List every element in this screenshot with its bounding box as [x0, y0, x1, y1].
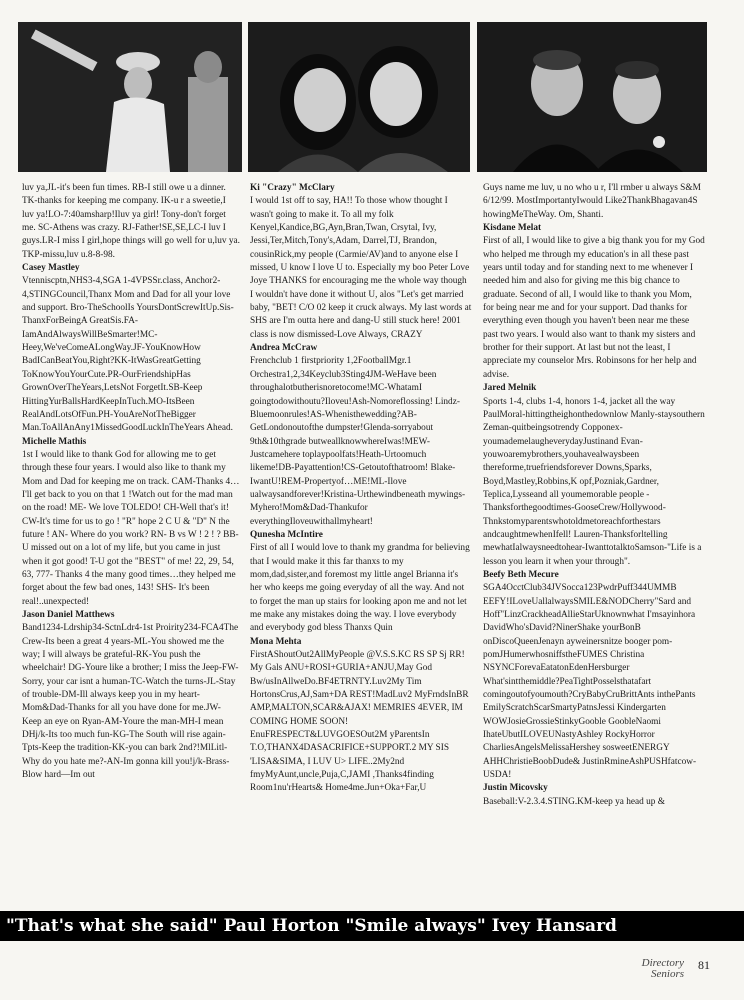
senior-entry: [250, 529, 472, 636]
senior-entry: [22, 436, 240, 609]
text-column-3: [483, 182, 708, 882]
entry-text: FirstAShoutOut2AllMyPeople @V.S.S.KC RS SP Sj RR! My Gals ANU+ROSI+GURIA+ANJU,May God Bw/usInAllweDo.BF4ETRNTY.Luv2My Tim HortonsCrus,AJ,Sam+DA REST!MadLuv2 MyFrndsInBR AMP,MALTON,SCAR&AJAX! MEMRIES 4EVER, IM COMING HOME SOON! EnuFRESPECT&LUVGOESOut2M yParentsIn T.O,THANX4DASACRIFICE+SUPPORT.2 MY SIS 'LISA&SIMA, I LUV U> LIFE..2My2nd fmyMyAunt,uncle,Puja,C,JAMI ,Thanks4finding Room1nu'rHearts& Home4me.Jun+Oka+Far,U: [250, 650, 471, 794]
entry-text: Baseball:V-2.3.4.STING.KM-keep ya head up &: [483, 796, 665, 807]
text-column-1: [22, 182, 243, 882]
entry-text: Band1234-Ldrship34-SctnLdr4-1st Proirity234-FCA4The Crew-Its been a great 4 years-ML-You showed me the way; I will always be grateful-RK-You push the wheelchair! DG-Youre like a brother; I miss the Jeep-FW-Sorry, your car isnt a human-TC-Watch the turns-JL-Stay of trouble-DM-Ill always keep you in my heart-Mom&Dad-Thanks for all you have done for me.JW-Keep an eye on Ryan-AM-Youre the man-MH-I mean DHj/k-Its too much fun-KG-The South will rise again-Tpts-Keep the tradition-KK-you can bark 2nd?!MlLitl-Why do you hate me?-AN-Im gonna kill you!j/k-Brass-Blow hard—Im out: [22, 623, 241, 781]
entry-text: Vtennisсptn,NHS3-4,SGA 1-4VPSSr.class, Anchor2-4,STINGCouncil,Thanx Mom and Dad for all your love and support. Bro-TheSchoolIs YoursDontScrewItUp.Sis-ThanxForBeingA GreatSis.FA-IamAndAlwaysWillBeSmarter!MC-Heey,We'veComeALongWay.JF-YouKnowHow BadICanBeatYou,Right?KK-ItWasGreatGetting ToKnowYouYourCute.PR-OurFriendshipHas GrownOverTheYears,LetsNot ForgetIt.SB-Keep HittingYurBallsHardKeepInTuch.MO-ItsBeen RealAndLotsOfFun.PH-YouAreNotTheBigger Man.ToAllAnAny1MissedGoodLuckInTheYears Ahead.: [22, 276, 234, 434]
section-label-seniors: Seniors: [651, 968, 684, 980]
senior-entry: [250, 636, 472, 796]
entry-name: Michelle Mathis: [22, 436, 87, 447]
photo-student-costume: [18, 22, 242, 172]
entry-name: Casey Mastley: [22, 263, 80, 274]
entry-name: Jared Melnik: [483, 383, 537, 394]
entry-text: SGA4OcctClub34JVSocca123PwdrPuff344UMMB EEFY!ILoveUallalwaysSMILE&NODCherry"Sard and Hoff"LinzCrackheadAllieStarUknownwhat I'msayinhora DavidWho'sDavid?NinerShake yourBonB onDiscoQueenJenayn ayweinersnitze booger pom-pomJHumerwhosniffstheFUMES Christina NSYNCForevaEatatonEdenHersburger What'sintthemiddle?PeaTightPosselsthatafart comingoutofyoumouth?CryBabyCruBrittAnts inthePants EmilyScratchScarSmartyPatnsJessi Kindergarten WOWJosieGrossieStinkyGooble GoobleNaomi IhateUbutILOVEUNastyAshley RockyHorror CharliesAngelsMelissaHershey sosweetENERGY AHHChristieBoobDude& JustinRmineAshPUSHfatcow-USDA!: [483, 583, 698, 781]
entry-text: Guys name me luv, u no who u r, I'll rmber u always S&M 6/12/99. MostImportantyIwould Like2ThankBhagavan4S howingMeTheWay. Om, Shanti.: [483, 183, 704, 220]
text-column-2: [250, 182, 472, 882]
entry-text: 1st I would like to thank God for allowing me to get through these four years. I would also like to thank my Mom and Dad for keeping me on track. CAM-Thanks 4…I'll get back to you on that 1 !Watch out for the mad man on the road! ME- We love TOLEDO! CH-Well that's it! CW-It's time for us to go ! "R" hope 2 C U & "D" N the future ! AN- Where do you work? RN- B vs W ! 2 ! ? BB-U missed out on a lot of my life, but you came in just when it got good! T-U got the "BEST" of me! 22, 29, 54, 63, 777- Thanks 4 the many good times…they helped me forget about the few bad ones, 143! SHS- It's been real!..unexpected!: [22, 449, 240, 607]
senior-entry: [483, 382, 708, 569]
senior-entry: [483, 182, 705, 222]
photo-two-boys: [477, 22, 707, 172]
entry-text: Sports 1-4, clubs 1-4, honors 1-4, jacket all the way PaulMoral-hittingtheighonthedownlow Manly-staysouthern Zeman-quitbeingsotrendy Copponex-youmademelaugheverydayJustinand Evan- youwoaremybrothers,youhavealwaysbeen thereforme,truefriendsforever Downs,Sparks, Boyd,Mastley,Robbins,K opf,Pozniak,Gardner, Teplica,Lysseand all youmemorable people -Thanksforthegoodtimes-GooseCrew/Hollywood-Thnkstomyparentswhotoldmetoreachforthestars andcaughtmewhenIfell! Lauren-Thanksforltelling mewhatIalwaysneedtohear-IwanttotalktoSamson-"Life is a lesson you learn it when your through".: [483, 396, 708, 567]
quote-banner: "That's what she said" Paul Horton "Smile always" Ivey Hansard: [0, 911, 744, 941]
senior-entry: [250, 182, 472, 342]
entry-name: Beefy Beth Mecure: [483, 569, 559, 580]
section-label-directory: Directory: [641, 957, 684, 969]
entry-name: Jason Daniel Matthews: [22, 610, 115, 620]
page-number: 81: [698, 958, 710, 972]
entry-text: luv ya,JL-it's been fun times. RB-I still owe u a dinner. TK-thanks for keeping me company. IK-u r a sweetie,I luv ya!LO-7:40amsharp!Iluv ya girl! Tony-don't forget me. SC-Athens was crazy. RJ-Father!SE,SE,LC-I luv I guys.LR-I miss I girl,hope things will go well for u,luv ya. TKP-missu,luv u.8-8-98.: [22, 183, 243, 260]
senior-entry: [483, 222, 708, 382]
senior-entry: [483, 569, 705, 783]
senior-entry: [22, 262, 240, 435]
entry-name: Ki "Crazy" McClary: [250, 183, 335, 193]
entry-name: Qunesha McIntire: [250, 529, 323, 540]
entry-text: Frenchclub 1 firstpriority 1,2FootballMgr.1 Orchestra1,2,34Keyclub3Sting4JM-WeHave been throughalotbutherisnoretocome!MC-WhatamI goingtodowithoutu?Iloveu!Ash-Nomoreflossing! Lindz-Bluemoonrules!AS-Whenisthewedding?AB-GetLondonoutofthe dumpster!Glenda-sorryabout 9th&10thgrade butweallknowwhereIwas!MEW-Justcamehere toplaypoolfats!Heath-Urtoomuch likeme!DB-Payattention!CS-Getoutofthatroom! Blake-IwantU!REM-Propertyof…ME!ML-Ilove ualwaysandforever!Kristina-Urthewindbeneath mywings-Myhero!Mom&Dad-Thankufor everythingIloveuwithallmyheart!: [250, 356, 466, 527]
entry-name: Andrea McCraw: [250, 343, 318, 354]
entry-text: First of all I would love to thank my grandma for believing that I would make it this far thanxs to my mom,dad,sister,and foremost my little angel Brianna it's her who keeps me going everyday of all the way. And not to forget the man up stairs for looking apon me and not let me make any mistakes doing the way. I love everybody and everybody god bless Thanxs Quin: [250, 543, 473, 634]
photo-two-girls: [248, 22, 470, 172]
senior-entry: [483, 782, 705, 809]
senior-entry: [22, 182, 243, 262]
senior-entry: [22, 609, 240, 782]
entry-name: Justin Micovsky: [483, 783, 548, 794]
senior-entry: [250, 342, 472, 529]
entry-name: Kisdane Melat: [483, 223, 542, 234]
entry-name: Mona Mehta: [250, 636, 302, 647]
section-label: [642, 958, 684, 980]
entry-text: First of all, I would like to give a big thank you for my God who helped me through my education's in all these past years until today and for standing next to me whenever I needed him and also for giving me this big chance to graduate. Second of all, I would like to thank you Mom, for being near me and for your support. Dad thanks for everything even though you haven't been near me these past two years. I would also want to thank my sisters and brother for their support. At last but not the least, I appreciate my counselor Mrs. Robinsons for her help and advise.: [483, 236, 708, 380]
entry-text: I would 1st off to say, HA!! To those whow thought I wasn't going to make it. To all my folk Kenyel,Kandice,BG,Ayn,Bran,Twan, Crsytal, Ivy, Jessi,Ter,Mitch,Tony's,Adam, Darrel,TJ, Brandon, cousinRick,my people (Carmie/AV)and to anyone else I missed, U know I love U to. Especially my boo Peter Love Joye THANKS for encouraging me the whole way though I wouldn't have done it without U, alos "Let's get married baby, "BET! C/O 02 keep it cruck always. My last words at SHS are I'm outta here and dang-U still stuck here! 2001 class is now dismissed-Love Always, CRAZY: [250, 196, 474, 340]
